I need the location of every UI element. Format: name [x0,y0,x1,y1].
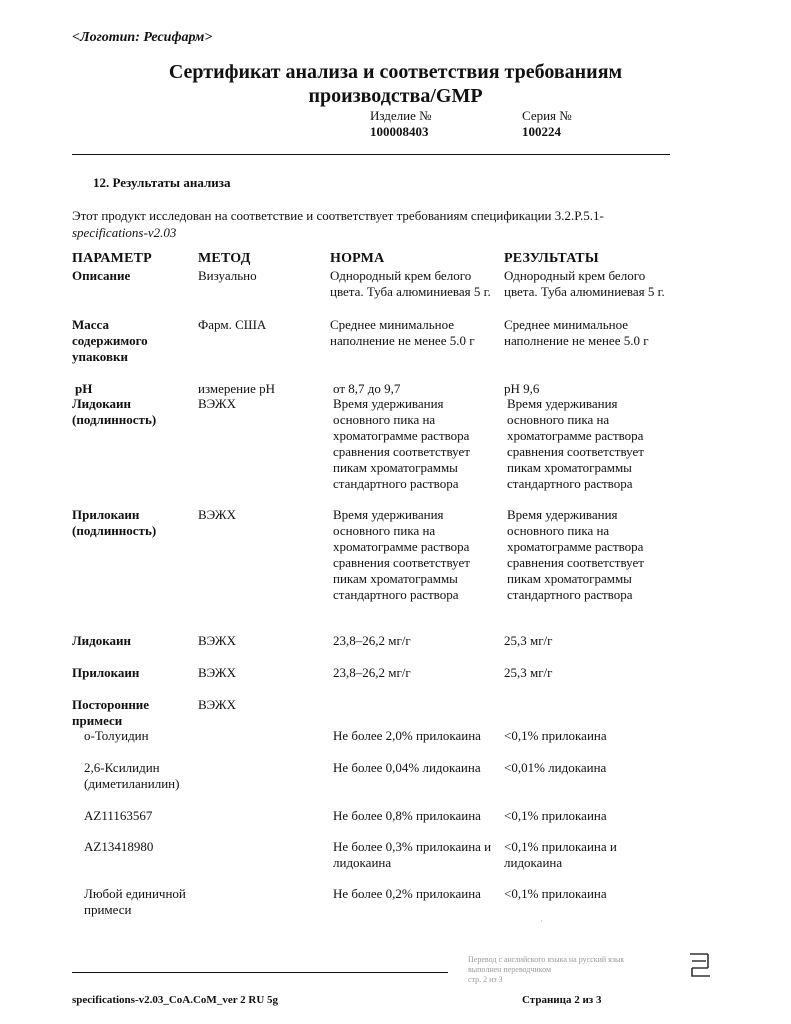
footer-page-number: Страница 2 из 3 [522,994,602,1006]
table-row-param: Масса содержимого упаковки [72,317,148,364]
impurity-name: о-Толуидин [84,728,149,743]
product-number: 100008403 [370,124,429,139]
table-row-result: Однородный крем белого цвета. Туба алюминиевая 5 г. [504,268,665,299]
product-label: Изделие № [370,108,432,123]
translator-stamp [468,955,668,985]
table-row-norm: Время удерживания основного пика на хроматограмме раствора сравнения соответствует пикам хроматограммы стандартного раствора [333,507,470,602]
impurity-norm: Не более 0,2% прилокаина [333,886,481,901]
footer-divider [72,972,448,973]
table-row-result: 25,3 мг/г [504,665,553,680]
stamp-glyph-icon [682,948,716,982]
intro-text: Этот продукт исследован на соответствие и соответствует требованиям спецификации 3.2.P.5.1- [72,208,604,223]
table-row-method: ВЭЖХ [198,633,236,648]
header-divider [72,154,670,155]
table-row-method: ВЭЖХ [198,697,236,712]
column-header-method: МЕТОД [198,251,251,266]
table-row-param: Лидокаин (подлинность) [72,396,157,427]
document-title-line1: Сертификат анализа и соответствия требованиям [168,61,623,83]
table-row-result: 25,3 мг/г [504,633,553,648]
table-row-norm: 23,8–26,2 мг/г [333,665,411,680]
intro-paragraph [72,207,672,241]
impurity-result: <0,1% прилокаина [504,808,607,823]
footer-doc-id: specifications-v2.03_CoA.CoM_ver 2 RU 5g [72,994,279,1006]
impurity-name: AZ13418980 [84,839,154,854]
impurity-norm: Не более 0,04% лидокаина [333,760,481,775]
column-header-norm: НОРМА [330,251,385,266]
impurity-result: <0,1% прилокаина [504,728,607,743]
table-row-param: Прилокаин [72,665,140,680]
table-row-result: Время удерживания основного пика на хроматограмме раствора сравнения соответствует пикам хроматограммы стандартного раствора [507,396,644,491]
impurity-result: <0,1% прилокаина и лидокаина [504,839,617,870]
intro-spec-id: specifications-v2.03 [72,225,177,240]
table-row-result: pH 9,6 [504,381,540,396]
impurity-name: 2,6-Ксилидин (диметиланилин) [84,760,180,791]
impurity-norm: Не более 2,0% прилокаина [333,728,481,743]
document-title-line2: производства/GMP [308,85,483,107]
section-title: 12. Результаты анализа [93,175,231,190]
table-row-param: Лидокаин [72,633,132,648]
stamp-line: выполнен переводчиком [468,965,552,974]
table-row-method: ВЭЖХ [198,665,236,680]
batch-number: 100224 [522,124,561,139]
table-row-param: Прилокаин (подлинность) [72,507,157,538]
logo-placeholder: <Логотип: Ресифарм> [72,30,213,45]
stamp-line: Перевод с английского языка на русский язык [468,955,625,964]
table-row-method: измерение pH [198,381,275,396]
table-row-norm: 23,8–26,2 мг/г [333,633,411,648]
table-row-method: ВЭЖХ [198,507,236,522]
batch-label: Серия № [522,108,572,123]
table-row-norm: Однородный крем белого цвета. Туба алюминиевая 5 г. [330,268,491,299]
column-header-results: РЕЗУЛЬТАТЫ [504,251,599,266]
impurity-norm: Не более 0,8% прилокаина [333,808,481,823]
impurity-result: <0,1% прилокаина [504,886,607,901]
impurity-norm: Не более 0,3% прилокаина и лидокаина [333,839,492,870]
stamp-line: стр. 2 из 3 [468,975,503,984]
impurity-name: Любой единичной примеси [84,886,186,917]
scan-artifact: · [540,917,543,926]
table-row-param: Описание [72,268,131,283]
table-row-norm: Время удерживания основного пика на хроматограмме раствора сравнения соответствует пикам хроматограммы стандартного раствора [333,396,470,491]
table-row-method: ВЭЖХ [198,396,236,411]
table-row-result: Время удерживания основного пика на хроматограмме раствора сравнения соответствует пикам хроматограммы стандартного раствора [507,507,644,602]
impurity-result: <0,01% лидокаина [504,760,607,775]
table-row-norm: Среднее минимальное наполнение не менее 5.0 г [330,317,475,348]
table-row-norm: от 8,7 до 9,7 [333,381,401,396]
table-row-method: Визуально [198,268,257,283]
column-header-parameter: ПАРАМЕТР [72,251,152,266]
table-row-param: Посторонние примеси [72,697,150,728]
table-row-param: pH [75,381,93,396]
table-row-result: Среднее минимальное наполнение не менее 5.0 г [504,317,649,348]
table-row-method: Фарм. США [198,317,267,332]
impurity-name: AZ11163567 [84,808,153,823]
